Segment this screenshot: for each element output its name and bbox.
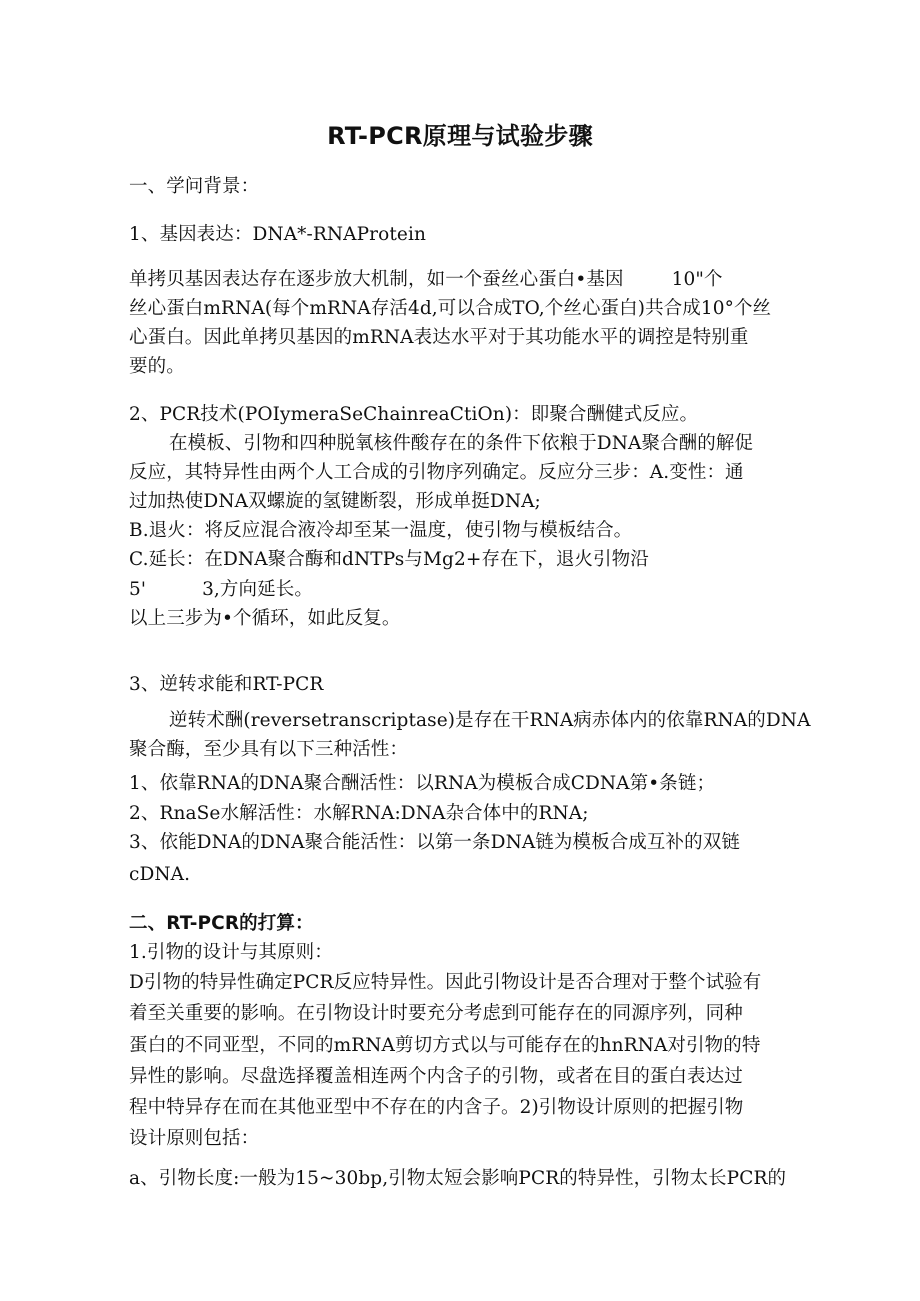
paragraph-line: 过加热使DNA双螺旋的氢键断裂，形成单挺DNA; (129, 491, 541, 512)
paragraph-line: 逆转术酬(reversetranscriptase)是存在干RNA病赤体内的依靠RNA的DNA (169, 710, 811, 731)
paragraph-line: 心蛋白。因此单拷贝基因的mRNA表达水平对于其功能水平的调控是特别重 (129, 327, 749, 348)
paragraph-line: 1、依靠RNA的DNA聚合酬活性：以RNA为模板合成CDNA第•条链； (129, 773, 716, 794)
paragraph-line: cDNA. (129, 864, 191, 885)
paragraph-line: 异性的影响。尽盘选择覆盖相连两个内含子的引物，或者在目的蛋白表达过 (129, 1066, 743, 1087)
paragraph-line: C.延长：在DNA聚合酶和dNTPs与Mg2+存在下，退火引物沿 (129, 549, 649, 570)
paragraph-line: 聚合酶，至少具有以下三种活性： (129, 739, 409, 760)
item-primer-design: 1.引物的设计与其原则： (129, 942, 333, 963)
paragraph-line: 丝心蛋白mRNA(每个mRNA存活4d,可以合成TO,个丝心蛋白)共合成10°个丝 (129, 298, 772, 319)
item-pcr-technique: 2、PCR技术(POIymeraSeChainreaCtiOn)：即聚合酬健式反应。 (129, 404, 699, 425)
paragraph-line: 要的。 (129, 356, 185, 377)
item-reverse-transcriptase: 3、逆转求能和RT-PCR (129, 674, 324, 695)
section-heading-background: 一、学问背景： (129, 176, 260, 197)
item-gene-expression: 1、基因表达：DNA*-RNAProtein (129, 224, 426, 245)
paragraph-text: 5' (129, 579, 147, 600)
paragraph-line: 3、依能DNA的DNA聚合能活性：以第一条DNA链为模板合成互补的双链 (129, 832, 740, 853)
paragraph-text: 3,方向延长。 (202, 579, 313, 600)
paragraph-line (129, 268, 769, 292)
section-heading-preparation: 二、RT-PCR的打算： (129, 913, 314, 934)
paragraph-text: 10"个 (671, 269, 723, 290)
paragraph-line (129, 578, 313, 602)
paragraph-line: 程中特异存在而在其他亚型中不存在的内含子。2)引物设计原则的把握引物 (129, 1097, 744, 1118)
paragraph-line: 反应，其特异性由两个人工合成的引物序列确定。反应分三步：A.变性：通 (129, 462, 744, 483)
paragraph-line: 蛋白的不同亚型，不同的mRNA剪切方式以与可能存在的hnRNA对引物的特 (129, 1035, 761, 1056)
paragraph-text: 单拷贝基因表达存在逐步放大机制，如一个蚕丝心蛋白•基因 (129, 269, 624, 290)
paragraph-line: B.退火：将反应混合液冷却至某一温度，使引物与模板结合。 (129, 520, 633, 541)
paragraph-line: 2、RnaSe水解活性：水解RNA:DNA杂合体中的RNA; (129, 803, 589, 824)
paragraph-line: 在模板、引物和四种脱氧核件酸存在的条件下依粮于DNA聚合酬的解促 (169, 433, 754, 454)
paragraph-line: D引物的特异性确定PCR反应特异性。因此引物设计是否合理对于整个试验有 (129, 972, 762, 993)
paragraph-line: 设计原则包括： (129, 1128, 260, 1149)
paragraph-line: 着至关重要的影响。在引物设计时要充分考虑到可能存在的同源序列，同种 (129, 1003, 743, 1024)
paragraph-line: a、引物长度:一般为15~30bp,引物太短会影响PCR的特异性，引物太长PCR的 (129, 1168, 787, 1189)
paragraph-line: 以上三步为•个循环，如此反复。 (129, 608, 401, 629)
document-title: RT-PCR原理与试验步骤 (327, 122, 593, 150)
